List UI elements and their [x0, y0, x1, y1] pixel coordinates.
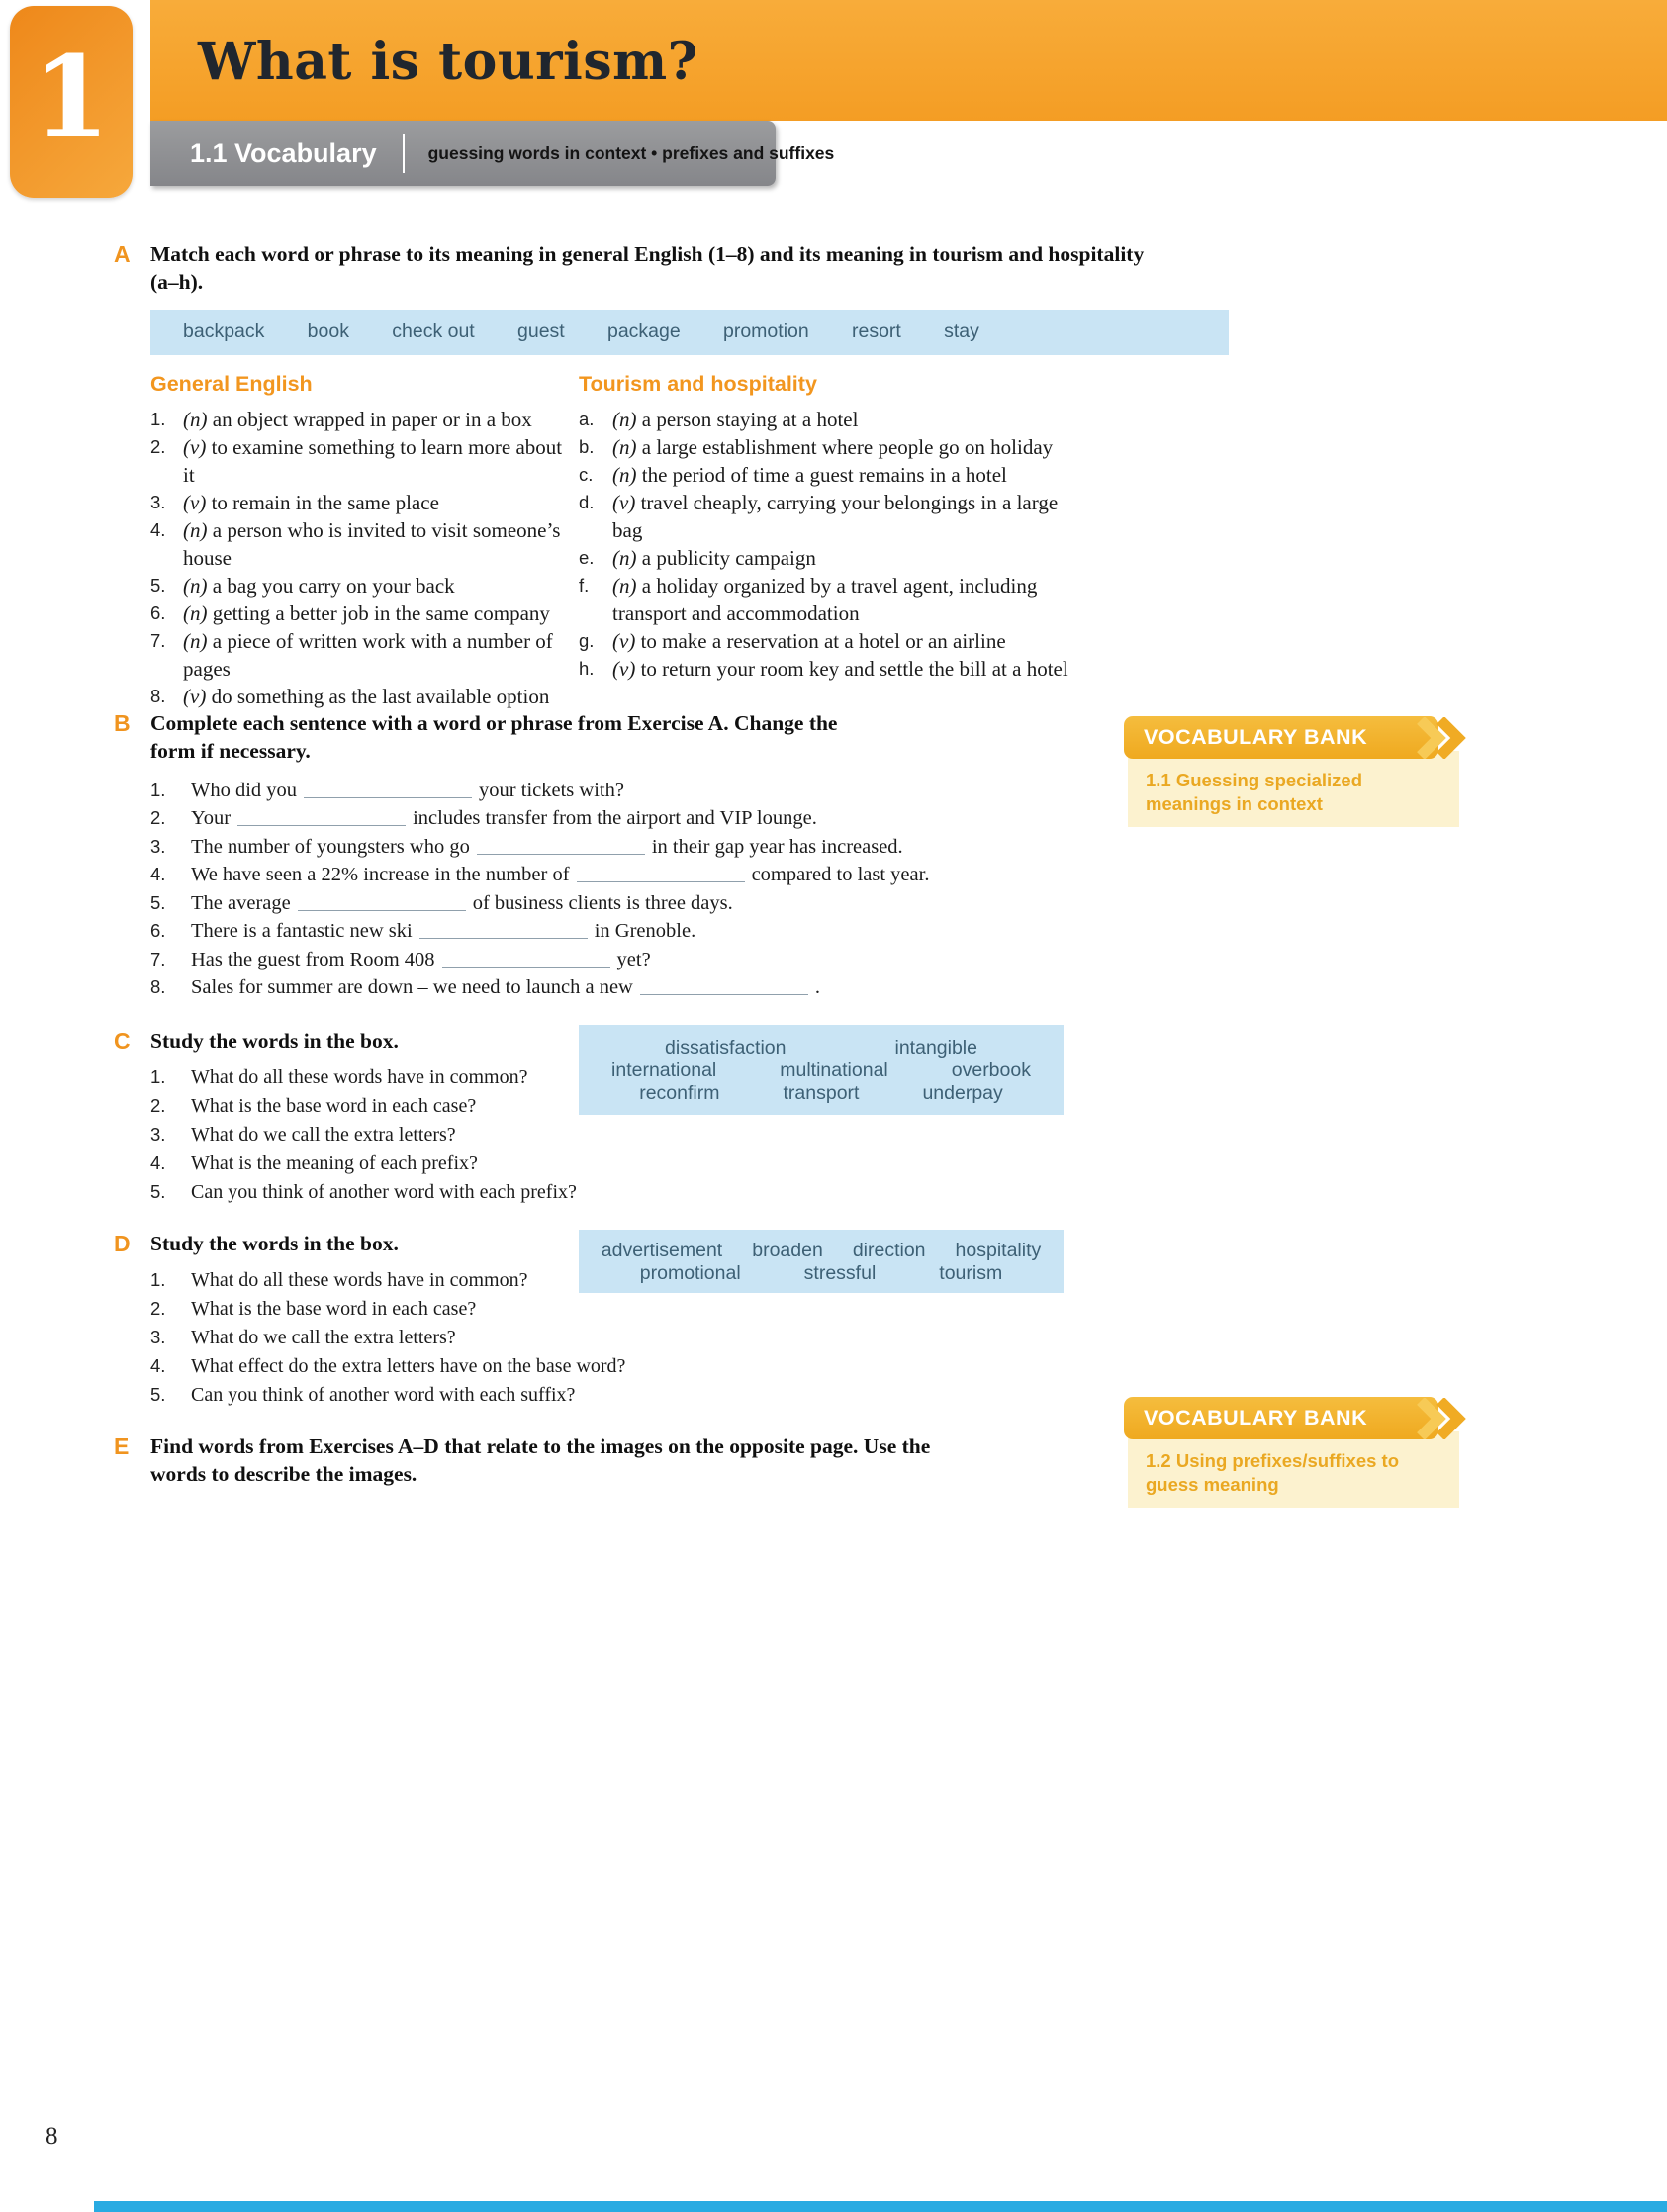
definition-item: 1. (n) an object wrapped in paper or in a box: [150, 407, 532, 431]
definition-item: 7. (n) a piece of written work with a number of pages: [150, 628, 553, 681]
definition-item: c. (n) the period of time a guest remains in a hotel: [579, 462, 1007, 487]
vocabulary-bank: [1124, 716, 1465, 827]
sentence-list: [150, 777, 1118, 1002]
word-box-word: underpay: [922, 1082, 1003, 1104]
word-box-word: backpack: [183, 321, 265, 343]
header-band: [150, 0, 1667, 121]
exercise-instruction: Find words from Exercises A–D that relate to the images on the opposite page. Use the words to describe the images.: [150, 1434, 931, 1487]
double-chevron-icon: [1413, 1398, 1468, 1439]
general-english-column: [150, 372, 579, 710]
exercise-instruction: Study the words in the box.: [150, 1232, 399, 1255]
page-number: 8: [46, 2123, 58, 2150]
unit-number-tab: [10, 6, 133, 198]
word-box-word: overbook: [951, 1060, 1031, 1081]
exercise-instruction: Complete each sentence with a word or phrase from Exercise A. Change the form if necessary.: [150, 711, 838, 764]
vocabulary-bank-reference: 1.1 Guessing specialized meanings in context: [1146, 770, 1363, 814]
sentence-item: 4. We have seen a 22% increase in the number of compared to last year.: [150, 864, 930, 886]
answer-blank[interactable]: [237, 809, 406, 826]
vocabulary-bank-panel: [1128, 1431, 1459, 1508]
definition-item: 5. (n) a bag you carry on your back: [150, 573, 455, 598]
vocabulary-bank-header: [1124, 716, 1438, 759]
question-item: 1. What do all these words have in common?: [150, 1269, 528, 1292]
exercise-c: [114, 1027, 579, 1207]
question-item: 5. Can you think of another word with each prefix?: [150, 1181, 577, 1204]
word-box-word: hospitality: [955, 1240, 1042, 1261]
question-item: 2. What is the base word in each case?: [150, 1298, 477, 1321]
question-item: 3. What do we call the extra letters?: [150, 1327, 456, 1349]
lesson-label: 1.1 Vocabulary: [190, 138, 377, 168]
word-box: [150, 310, 1229, 355]
sentence-item: 1. Who did you your tickets with?: [150, 779, 624, 801]
word-box-word: stay: [944, 321, 979, 343]
word-box-word: multinational: [780, 1060, 888, 1081]
question-list: [150, 1266, 625, 1410]
vocabulary-bank: [1124, 1397, 1465, 1508]
word-box-word: promotional: [639, 1262, 741, 1284]
vocabulary-bank-title: VOCABULARY BANK: [1144, 725, 1368, 749]
word-box-word: resort: [852, 321, 901, 343]
definition-item: 6. (n) getting a better job in the same company: [150, 600, 550, 625]
question-item: 1. What do all these words have in common?: [150, 1066, 528, 1089]
question-item: 2. What is the base word in each case?: [150, 1095, 477, 1118]
answer-blank[interactable]: [304, 782, 472, 798]
answer-blank[interactable]: [442, 951, 610, 968]
sentence-item: 5. The average of business clients is three days.: [150, 891, 733, 914]
exercise-letter: C: [114, 1028, 131, 1054]
tourism-hospitality-column: [579, 372, 1078, 710]
exercise-e: [114, 1432, 1054, 1489]
page-title: What is tourism?: [198, 32, 698, 92]
definition-item: 4. (n) a person who is invited to visit someone’s house: [150, 517, 561, 570]
bottom-edge-strip: [94, 2201, 1667, 2212]
definition-item: g. (v) to make a reservation at a hotel or an airline: [579, 628, 1006, 653]
question-item: 5. Can you think of another word with each suffix?: [150, 1384, 576, 1407]
word-box: [579, 1025, 1064, 1115]
word-box-word: international: [611, 1060, 717, 1081]
word-box-word: transport: [783, 1082, 860, 1104]
answer-blank[interactable]: [298, 894, 466, 911]
answer-blank[interactable]: [477, 838, 645, 855]
exercise-letter: A: [114, 241, 131, 267]
word-box-word: promotion: [723, 321, 809, 343]
answer-blank[interactable]: [419, 922, 588, 939]
column-heading: General English: [150, 371, 313, 396]
word-box-word: stressful: [803, 1262, 877, 1284]
word-box-word: check out: [392, 321, 475, 343]
exercise-b: [114, 709, 1118, 1002]
question-item: 4. What is the meaning of each prefix?: [150, 1152, 478, 1175]
definition-item: h. (v) to return your room key and settle the bill at a hotel: [579, 656, 1068, 681]
word-box-word: intangible: [894, 1037, 977, 1059]
exercise-letter: B: [114, 710, 131, 736]
word-box-word: reconfirm: [639, 1082, 720, 1104]
definition-item: 2. (v) to examine something to learn more about it: [150, 434, 563, 487]
exercise-letter: D: [114, 1231, 131, 1256]
sentence-item: 8. Sales for summer are down – we need to launch a new .: [150, 976, 820, 999]
word-box-word: broaden: [752, 1240, 823, 1261]
definition-item: b. (n) a large establishment where people go on holiday: [579, 434, 1054, 459]
unit-number: 1: [33, 33, 110, 162]
definition-item: e. (n) a publicity campaign: [579, 545, 816, 570]
definition-item: a. (n) a person staying at a hotel: [579, 407, 859, 431]
word-box: [579, 1230, 1064, 1293]
exercise-letter: E: [114, 1433, 130, 1459]
vocabulary-bank-panel: [1128, 751, 1459, 827]
word-box-word: advertisement: [601, 1240, 723, 1261]
sentence-item: 6. There is a fantastic new ski in Grenoble.: [150, 920, 696, 943]
definition-item: f. (n) a holiday organized by a travel agent, including transport and accommodation: [579, 573, 1038, 625]
vocabulary-bank-header: [1124, 1397, 1438, 1439]
word-box-word: direction: [852, 1240, 926, 1261]
vocabulary-bank-reference: 1.2 Using prefixes/suffixes to guess meaning: [1146, 1450, 1400, 1495]
exercise-a: [114, 240, 1281, 710]
word-box-word: package: [606, 321, 681, 343]
definition-item: d. (v) travel cheaply, carrying your belongings in a large bag: [579, 490, 1059, 542]
sentence-item: 3. The number of youngsters who go in their gap year has increased.: [150, 835, 903, 858]
definition-item: 8. (v) do something as the last available option: [150, 684, 550, 708]
definition-item: 3. (v) to remain in the same place: [150, 490, 439, 514]
word-box-word: guest: [517, 321, 565, 343]
lesson-bar: [150, 121, 835, 186]
exercise-instruction: Match each word or phrase to its meaning in general English (1–8) and its meaning in tourism and hospitality (a–h).: [150, 242, 1145, 295]
sentence-item: 7. Has the guest from Room 408 yet?: [150, 948, 651, 970]
double-chevron-icon: [1413, 717, 1468, 759]
answer-blank[interactable]: [577, 866, 745, 882]
column-heading: Tourism and hospitality: [579, 371, 817, 396]
answer-blank[interactable]: [640, 978, 808, 995]
exercise-instruction: Study the words in the box.: [150, 1029, 399, 1053]
word-box-word: book: [307, 321, 349, 343]
lesson-subtitle: guessing words in context • prefixes and suffixes: [427, 142, 835, 163]
vocabulary-bank-title: VOCABULARY BANK: [1144, 1406, 1368, 1429]
exercise-d: [114, 1230, 626, 1410]
question-list: [150, 1063, 579, 1207]
sentence-item: 2. Your includes transfer from the airport and VIP lounge.: [150, 807, 817, 830]
question-item: 4. What effect do the extra letters have on the base word?: [150, 1355, 626, 1378]
word-box-word: dissatisfaction: [665, 1037, 787, 1059]
word-box-word: tourism: [939, 1262, 1003, 1284]
question-item: 3. What do we call the extra letters?: [150, 1124, 456, 1147]
